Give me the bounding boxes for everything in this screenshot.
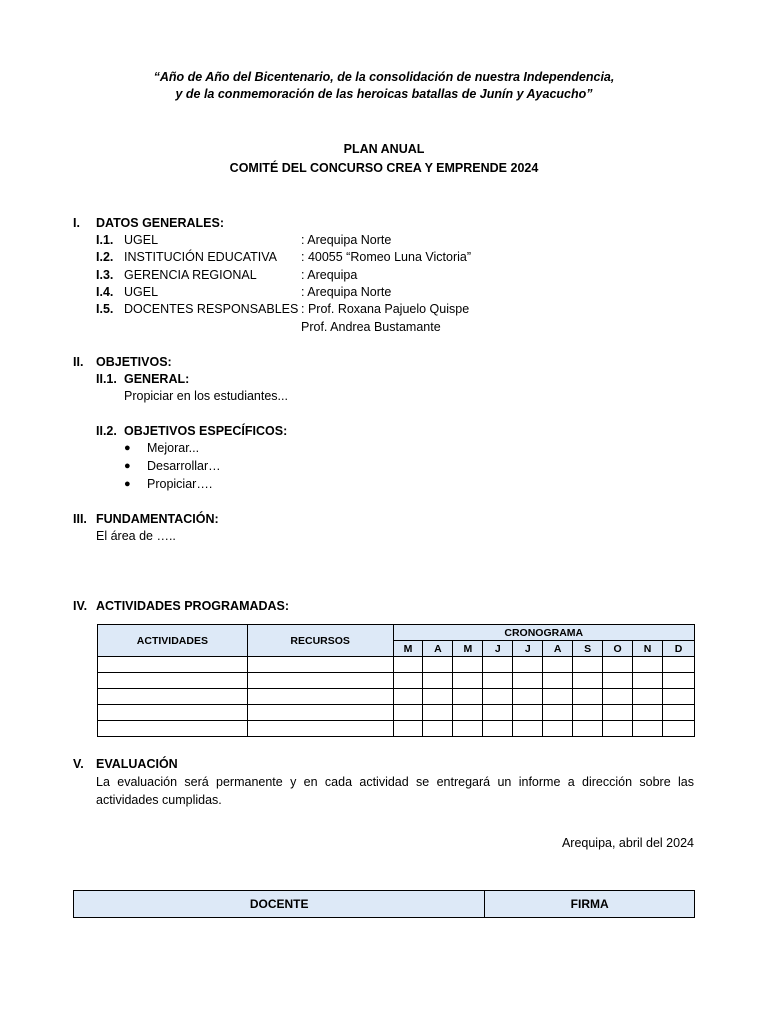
table-cell [98, 657, 248, 673]
subsection-title: GENERAL: [124, 372, 190, 386]
col-header-teacher: DOCENTE [74, 891, 485, 918]
section-title: EVALUACIÓN [96, 757, 178, 771]
subsection-number: II.1. [96, 372, 117, 386]
document-title: PLAN ANUAL [343, 142, 425, 156]
item-label: UGEL [124, 285, 159, 299]
subsection-number: II.2. [96, 424, 117, 438]
table-cell [483, 657, 513, 673]
table-cell [483, 673, 513, 689]
activities-table [97, 624, 695, 737]
item-value: : Arequipa Norte [301, 233, 392, 247]
table-cell [393, 705, 423, 721]
item-value: : Prof. Roxana Pajuelo Quispe [301, 302, 470, 316]
table-cell [423, 689, 453, 705]
table-cell [662, 673, 694, 689]
table-cell [483, 705, 513, 721]
table-cell [633, 673, 663, 689]
table-cell [603, 657, 633, 673]
item-value: : Arequipa [301, 268, 358, 282]
month-header: M [393, 641, 423, 657]
item-number: I.1. [96, 233, 114, 247]
table-cell [393, 689, 423, 705]
table-row [98, 689, 695, 705]
bullet-icon: ● [124, 478, 131, 490]
bullet-icon: ● [124, 442, 131, 454]
table-cell [662, 705, 694, 721]
section-number: I. [73, 216, 80, 230]
table-cell [98, 705, 248, 721]
month-header: N [633, 641, 663, 657]
month-header: J [483, 641, 513, 657]
item-label: UGEL [124, 233, 159, 247]
table-cell [633, 689, 663, 705]
document-subtitle: COMITÉ DEL CONCURSO CREA Y EMPRENDE 2024 [229, 161, 539, 175]
item-label: GERENCIA REGIONAL [124, 268, 257, 282]
month-header: M [453, 641, 483, 657]
subsection-text: Propiciar en los estudiantes... [124, 389, 288, 403]
place-date: Arequipa, abril del 2024 [561, 836, 694, 850]
table-cell [247, 705, 393, 721]
section-title: FUNDAMENTACIÓN: [96, 512, 219, 526]
table-cell [513, 721, 543, 737]
table-cell [513, 657, 543, 673]
motto-line-1: “Año de Año del Bicentenario, de la consolidación de nuestra Independencia, [153, 70, 615, 84]
table-row [98, 657, 695, 673]
table-row [98, 705, 695, 721]
table-cell [573, 689, 603, 705]
table-cell [662, 689, 694, 705]
month-header: S [573, 641, 603, 657]
list-item: Desarrollar… [147, 459, 221, 473]
table-cell [393, 657, 423, 673]
table-cell [453, 673, 483, 689]
table-cell [247, 689, 393, 705]
table-cell [573, 657, 603, 673]
table-row [98, 721, 695, 737]
table-cell [603, 689, 633, 705]
table-cell [453, 721, 483, 737]
table-cell [98, 689, 248, 705]
table-cell [633, 721, 663, 737]
table-cell [513, 705, 543, 721]
item-value: : Arequipa Norte [301, 285, 392, 299]
table-cell [98, 673, 248, 689]
table-cell [453, 657, 483, 673]
item-label: DOCENTES RESPONSABLES [124, 302, 299, 316]
table-cell [573, 673, 603, 689]
motto-line-2: y de la conmemoración de las heroicas batallas de Junín y Ayacucho” [175, 87, 593, 101]
table-cell [453, 689, 483, 705]
table-cell [513, 673, 543, 689]
item-label: INSTITUCIÓN EDUCATIVA [124, 250, 278, 264]
subsection-title: OBJETIVOS ESPECÍFICOS: [124, 424, 288, 438]
table-cell [573, 721, 603, 737]
section-number: IV. [73, 599, 88, 613]
list-item: Mejorar... [147, 441, 200, 455]
col-header-resources: RECURSOS [247, 625, 393, 657]
section-number: II. [73, 355, 84, 369]
month-header: A [423, 641, 453, 657]
table-cell [247, 657, 393, 673]
item-value-extra: Prof. Andrea Bustamante [301, 320, 441, 334]
table-cell [247, 673, 393, 689]
col-header-schedule: CRONOGRAMA [393, 625, 694, 641]
table-cell [603, 721, 633, 737]
table-cell [423, 705, 453, 721]
table-cell [513, 689, 543, 705]
section-title: DATOS GENERALES: [96, 216, 225, 230]
col-header-signature: FIRMA [485, 891, 695, 918]
table-cell [543, 705, 573, 721]
item-number: I.4. [96, 285, 114, 299]
table-cell [423, 721, 453, 737]
table-cell [662, 657, 694, 673]
bullet-icon: ● [124, 460, 131, 472]
table-cell [453, 705, 483, 721]
table-cell [543, 657, 573, 673]
month-header: J [513, 641, 543, 657]
section-number: III. [73, 512, 87, 526]
item-number: I.5. [96, 302, 114, 316]
table-cell [633, 657, 663, 673]
item-number: I.2. [96, 250, 114, 264]
table-cell [393, 721, 423, 737]
item-value: : 40055 “Romeo Luna Victoria” [301, 250, 472, 264]
table-cell [483, 721, 513, 737]
table-cell [603, 705, 633, 721]
section-title: ACTIVIDADES PROGRAMADAS: [96, 599, 290, 613]
section-text: El área de ….. [96, 529, 176, 543]
section-title: OBJETIVOS: [96, 355, 172, 369]
table-cell [573, 705, 603, 721]
table-cell [603, 673, 633, 689]
table-cell [393, 673, 423, 689]
col-header-activities: ACTIVIDADES [98, 625, 248, 657]
month-header: A [543, 641, 573, 657]
list-item: Propiciar…. [147, 477, 213, 491]
item-number: I.3. [96, 268, 114, 282]
section-text: La evaluación será permanente y en cada actividad se entregará un informe a dirección sobre las actividades cumplidas. [96, 775, 694, 807]
signature-table [73, 890, 695, 918]
table-cell [662, 721, 694, 737]
table-row [98, 673, 695, 689]
table-cell [543, 689, 573, 705]
month-header: O [603, 641, 633, 657]
table-cell [543, 721, 573, 737]
table-cell [633, 705, 663, 721]
table-cell [483, 689, 513, 705]
table-cell [543, 673, 573, 689]
table-cell [247, 721, 393, 737]
table-cell [98, 721, 248, 737]
table-cell [423, 657, 453, 673]
section-number: V. [73, 757, 84, 771]
table-cell [423, 673, 453, 689]
month-header: D [662, 641, 694, 657]
